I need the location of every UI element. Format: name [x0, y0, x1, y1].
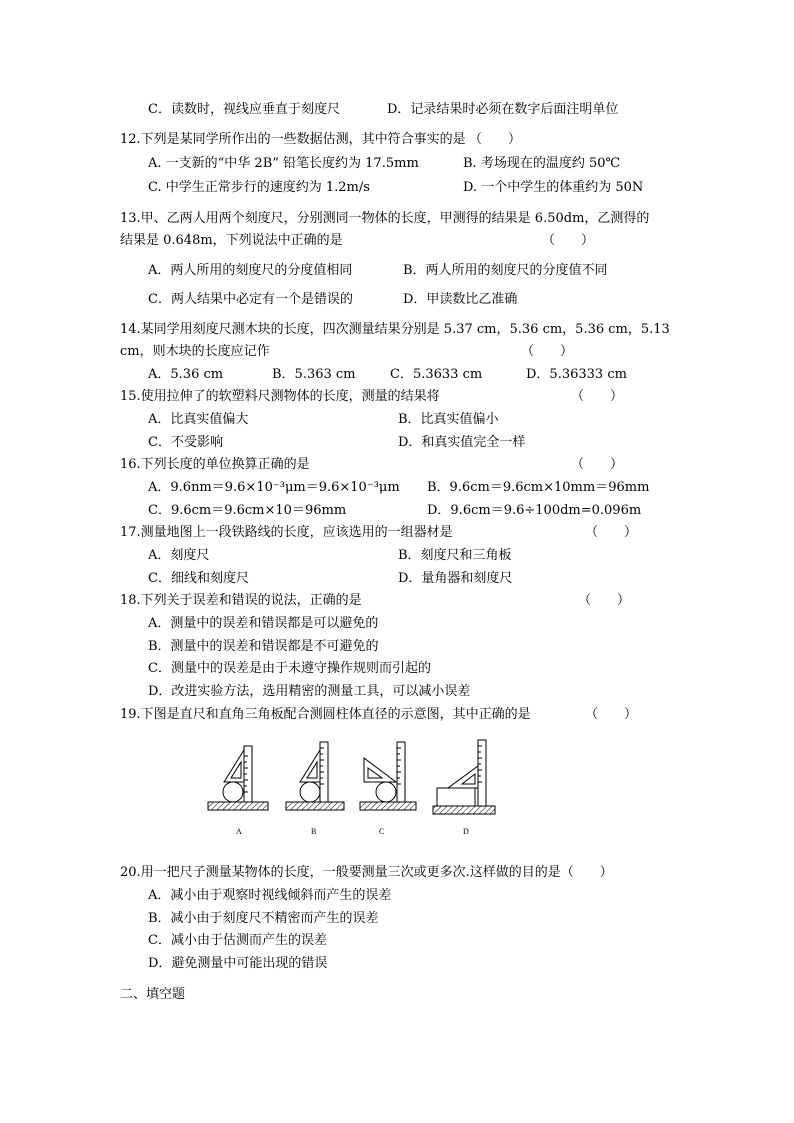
q12-stem: 12.下列是某同学所作出的一些数据估测，其中符合事实的是 [120, 132, 466, 147]
figure-label-b: B [311, 827, 317, 836]
figure-b [286, 742, 344, 810]
q15-option-a: A．比真实值偏大 [148, 412, 249, 427]
q14-stem-line2: cm，则木块的长度应记作 [120, 344, 270, 359]
q17-option-d: D．量角器和刻度尺 [398, 571, 513, 586]
q17-option-b: B．刻度尺和三角板 [398, 548, 512, 563]
q13-stem-line1: 13.甲、乙两人用两个刻度尺，分别测同一物体的长度，甲测得的结果是 6.50dm，乙测得的 [120, 211, 650, 226]
q16-answer-paren: （ ） [571, 457, 624, 472]
q16-option-d: D．9.6cm＝9.6÷100dm=0.096m [427, 503, 642, 518]
q12-option-b: B. 考场现在的温度约 50℃ [463, 156, 621, 171]
figure-d [433, 740, 495, 814]
q11-option-d: D．记录结果时必须在数字后面注明单位 [387, 102, 619, 117]
q18-option-b: B．测量中的误差和错误都是不可避免的 [148, 639, 379, 654]
figure-label-c: C [379, 827, 385, 836]
q14-option-c: C．5.3633 cm [390, 367, 483, 382]
q16-option-c: C．9.6cm＝9.6cm×10＝96mm [148, 503, 347, 518]
q17-answer-paren: （ ） [585, 525, 638, 540]
q17-option-a: A．刻度尺 [148, 548, 210, 563]
q13-option-a: A．两人所用的刻度尺的分度值相同 [148, 263, 353, 278]
q15-option-b: B．比真实值偏小 [398, 412, 499, 427]
q18-option-c: C．测量中的误差是由于未遵守操作规则而引起的 [148, 661, 431, 676]
q14-option-a: A．5.36 cm [148, 367, 224, 382]
q20-option-d: D．避免测量中可能出现的错误 [148, 956, 328, 971]
figure-c [360, 742, 416, 810]
q13-answer-paren: （ ） [542, 233, 595, 248]
q12-answer-paren: （ ） [469, 132, 522, 147]
q15-stem: 15.使用拉伸了的软塑料尺测物体的长度，测量的结果将 [120, 389, 440, 404]
q18-answer-paren: （ ） [578, 593, 631, 608]
q14-option-d: D．5.36333 cm [526, 367, 627, 382]
q16-option-a: A．9.6nm＝9.6×10⁻³μm＝9.6×10⁻³μm [148, 480, 400, 495]
q14-option-b: B．5.363 cm [272, 367, 356, 382]
q14-stem-line1: 14.某同学用刻度尺测木块的长度，四次测量结果分别是 5.37 cm，5.36 cm，5.36 cm，5.13 [120, 322, 670, 337]
q11-option-c: C．读数时，视线应垂直于刻度尺 [148, 102, 340, 117]
q17-stem: 17.测量地图上一段铁路线的长度，应该选用的一组器材是 [120, 525, 453, 540]
q18-option-a: A．测量中的误差和错误都是可以避免的 [148, 616, 379, 631]
q12-option-d: D. 一个中学生的体重约为 50N [463, 180, 644, 195]
q12-option-c: C. 中学生正常步行的速度约为 1.2m/s [148, 180, 370, 195]
figure-a [208, 746, 268, 810]
q19-stem: 19.下图是直尺和直角三角板配合测圆柱体直径的示意图，其中正确的是 [120, 707, 531, 722]
q15-option-d: D．和真实值完全一样 [398, 435, 526, 450]
q20-option-b: B．减小由于刻度尺不精密而产生的误差 [148, 911, 379, 926]
section-heading-fill-in: 二、填空题 [120, 987, 186, 1002]
q15-answer-paren: （ ） [571, 389, 624, 404]
q18-stem: 18.下列关于误差和错误的说法，正确的是 [120, 593, 362, 608]
q13-option-c: C．两人结果中必定有一个是错误的 [148, 292, 353, 307]
q13-option-b: B．两人所用的刻度尺的分度值不同 [403, 263, 608, 278]
q16-stem: 16.下列长度的单位换算正确的是 [120, 457, 310, 472]
q17-option-c: C．细线和刻度尺 [148, 571, 249, 586]
q14-answer-paren: （ ） [521, 344, 574, 359]
q18-option-d: D．改进实验方法，选用精密的测量工具，可以减小误差 [148, 684, 471, 699]
q19-figure [200, 736, 500, 846]
q20-option-a: A．减小由于观察时视线倾斜而产生的误差 [148, 888, 392, 903]
q20-stem: 20.用一把尺子测量某物体的长度，一般要测量三次或更多次.这样做的目的是（ ） [120, 865, 613, 880]
q16-option-b: B．9.6cm＝9.6cm×10mm＝96mm [427, 480, 650, 495]
q12-option-a: A. 一支新的“中华 2B” 铅笔长度约为 17.5mm [148, 156, 419, 171]
figure-label-a: A [236, 827, 242, 836]
q15-option-c: C．不受影响 [148, 435, 223, 450]
q19-answer-paren: （ ） [585, 707, 638, 722]
q13-stem-line2: 结果是 0.648m，下列说法中正确的是 [120, 233, 343, 248]
figure-label-d: D [463, 827, 469, 836]
q20-option-c: C．减小由于估测而产生的误差 [148, 933, 327, 948]
q13-option-d: D．甲读数比乙准确 [403, 292, 518, 307]
